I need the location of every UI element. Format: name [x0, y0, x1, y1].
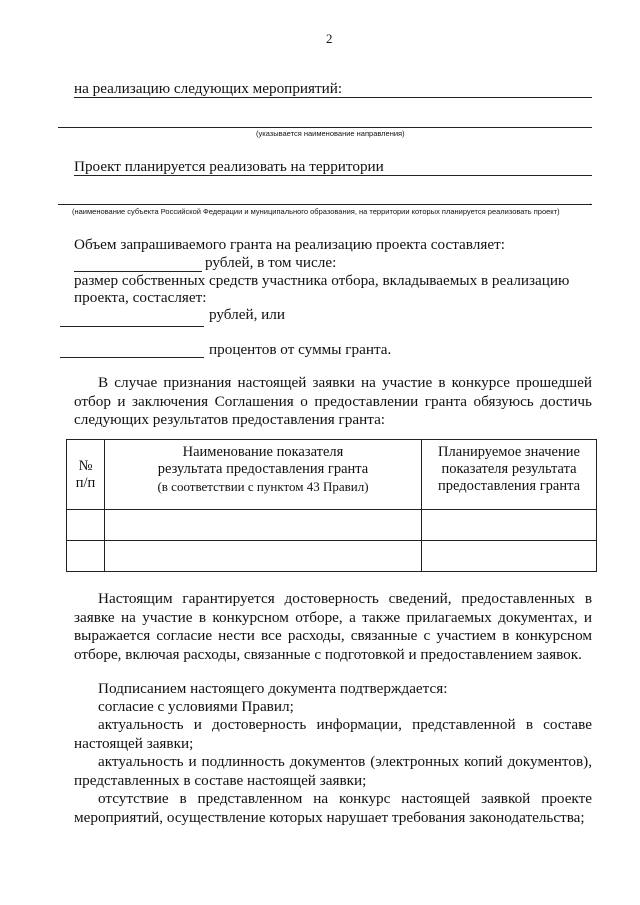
own-funds-amount-blank [60, 326, 204, 327]
territory-blank-line [58, 204, 592, 205]
confirm-item-4: отсутствие в представленном на конкурс настоящей заявкой проекте мероприятий, осуществление которых нарушает требования законодательства; [74, 790, 592, 826]
territory-comma: . [589, 194, 592, 208]
col-value-header [422, 440, 597, 510]
col-value-title: Планируемое значение показателя результата предоставления гранта [437, 444, 581, 494]
grant-volume-line: Объем запрашиваемого гранта на реализацию проекта составляет: [74, 236, 505, 253]
own-funds-line2: проекта, состасляет: [74, 289, 207, 306]
percent-blank [60, 357, 204, 358]
col-number-header [67, 440, 105, 510]
table-cell [105, 510, 422, 541]
territory-caption: (наименование субъекта Российской Федерации и муниципального образования, на территории которых планируется реализовать проект) [72, 207, 560, 216]
intro-line: на реализацию следующих мероприятий: [74, 80, 343, 97]
table-cell [105, 541, 422, 572]
page-number: 2 [326, 31, 333, 46]
own-funds-line1: размер собственных средств участника отбора, вкладываемых в реализацию [74, 272, 570, 289]
direction-caption: (указывается наименование направления) [256, 129, 405, 138]
percent-of-grant: процентов от суммы гранта. [209, 341, 392, 358]
guarantee-paragraph: Настоящим гарантируется достоверность сведений, предоставленных в заявке на участие в конкурсном отборе, а также прилагаемых документах, и выражается согласие нести все расходы, связанные с участием в конкурсном отборе, включая расходы, связанные с подготовкой и предоставлением заявок. [74, 590, 592, 663]
confirm-item-3: актуальность и подлинность документов (электронных копий документов), представленных в составе настоящей заявки; [74, 753, 592, 789]
rubles-or: рублей, или [209, 306, 286, 323]
confirm-item-1: согласие с условиями Правил; [98, 698, 294, 715]
confirm-heading: Подписанием настоящего документа подтверждается: [98, 680, 448, 697]
intro-underline [74, 97, 592, 98]
table-row [67, 541, 597, 572]
territory-underline [74, 175, 592, 176]
col-number-label: № п/п [75, 457, 96, 491]
confirm-item-2: актуальность и достоверность информации, представленной в составе настоящей заявки; [74, 716, 592, 752]
table-cell [67, 541, 105, 572]
col-name-note: (в соответствии с пунктом 43 Правил) [157, 479, 369, 494]
table-cell [67, 510, 105, 541]
table-cell [422, 541, 597, 572]
rubles-including: рублей, в том числе: [205, 254, 337, 271]
col-name-header [105, 440, 422, 510]
commitment-paragraph: В случае признания настоящей заявки на участие в конкурсе прошедшей отбор и заключения Соглашения о предоставлении гранта обязуюсь достичь следующих результатов предоставления гранта: [74, 374, 592, 428]
territory-line: Проект планируется реализовать на территории [74, 158, 384, 175]
table-row [67, 510, 597, 541]
results-table [66, 439, 597, 572]
table-cell [422, 510, 597, 541]
direction-blank-line [58, 127, 592, 128]
col-name-title: Наименование показателя результата предоставления гранта [157, 444, 369, 477]
